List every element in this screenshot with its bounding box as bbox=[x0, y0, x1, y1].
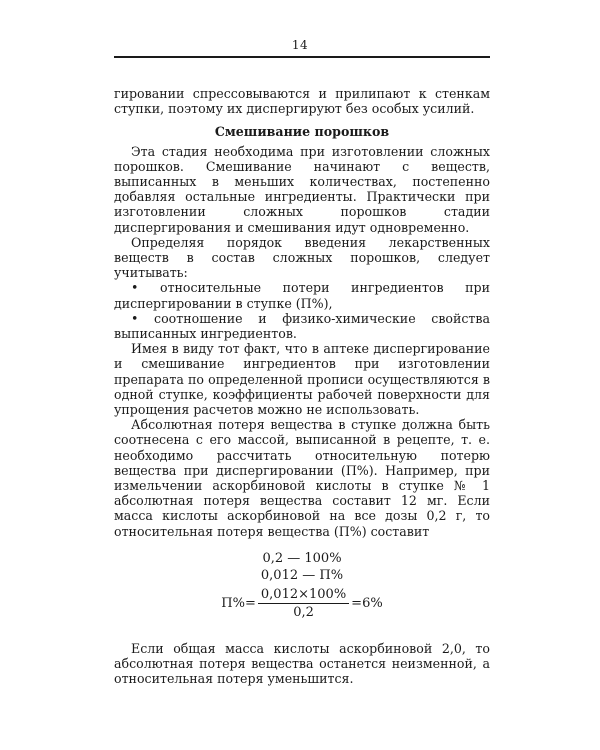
formula-denominator: 0,2 bbox=[293, 605, 314, 621]
formula-equation bbox=[114, 587, 490, 620]
paragraph-pharmacy: Имея в виду тот факт, что в аптеке диспергирование и смешивание ингредиентов при изготовлении препарата по определенной прописи осуществляются в одной ступке, коэффициенты рабочей поверхности для упрощения расчетов можно не использовать. bbox=[114, 341, 490, 418]
formula-line-1: 0,2 — 100% bbox=[262, 550, 342, 566]
paragraph-order: Определяя порядок введения лекарственных веществ в состав сложных порошков, следует учитывать: bbox=[114, 234, 490, 281]
formula-block bbox=[114, 551, 490, 627]
section-heading: Смешивание порошков bbox=[214, 124, 390, 140]
bullet-item: • относительные потери ингредиентов при диспергировании в ступке (П%), bbox=[114, 280, 490, 311]
formula-numerator: 0,012×100% bbox=[258, 587, 349, 604]
formula-line-2: 0,012 — П% bbox=[260, 567, 344, 583]
formula-fraction bbox=[258, 587, 349, 620]
paragraph-continuation: гировании спрессовываются и прилипают к стенкам ступки, поэтому их диспергируют без особых усилий. bbox=[114, 86, 490, 117]
formula-rhs: =6% bbox=[351, 595, 383, 611]
paragraph-absolute-loss: Абсолютная потеря вещества в ступке должна быть соотнесена с его массой, выписанной в рецепте, т. е. необходимо рассчитать относительную потерю вещества при диспергировании (П%). Например, при измельчении аскорбиновой кислоты в ступке № 1 абсолютная потеря вещества составит 12 мг. Если масса кислоты аскорбиновой на все дозы 0,2 г, то относительная потеря вещества (П%) составит bbox=[114, 417, 490, 539]
bullet-item: • соотношение и физико-химические свойства выписанных ингредиентов. bbox=[114, 310, 490, 342]
formula-lhs: П%= bbox=[221, 595, 256, 611]
paragraph-mixing-intro: Эта стадия необходима при изготовлении сложных порошков. Смешивание начинают с веществ, выписанных в меньших количествах, постепенно добавляя остальные ингредиенты. Практически при изготовлении сложных порошков стадии диспергирования и смешивания идут одновременно. bbox=[114, 143, 490, 235]
page-number: 14 bbox=[291, 38, 309, 52]
paragraph-conclusion: Если общая масса кислоты аскорбиновой 2,0, то абсолютная потеря вещества останется неизменной, а относительная потеря уменьшится. bbox=[114, 640, 490, 687]
page-body bbox=[114, 86, 490, 687]
header-rule bbox=[114, 56, 490, 58]
